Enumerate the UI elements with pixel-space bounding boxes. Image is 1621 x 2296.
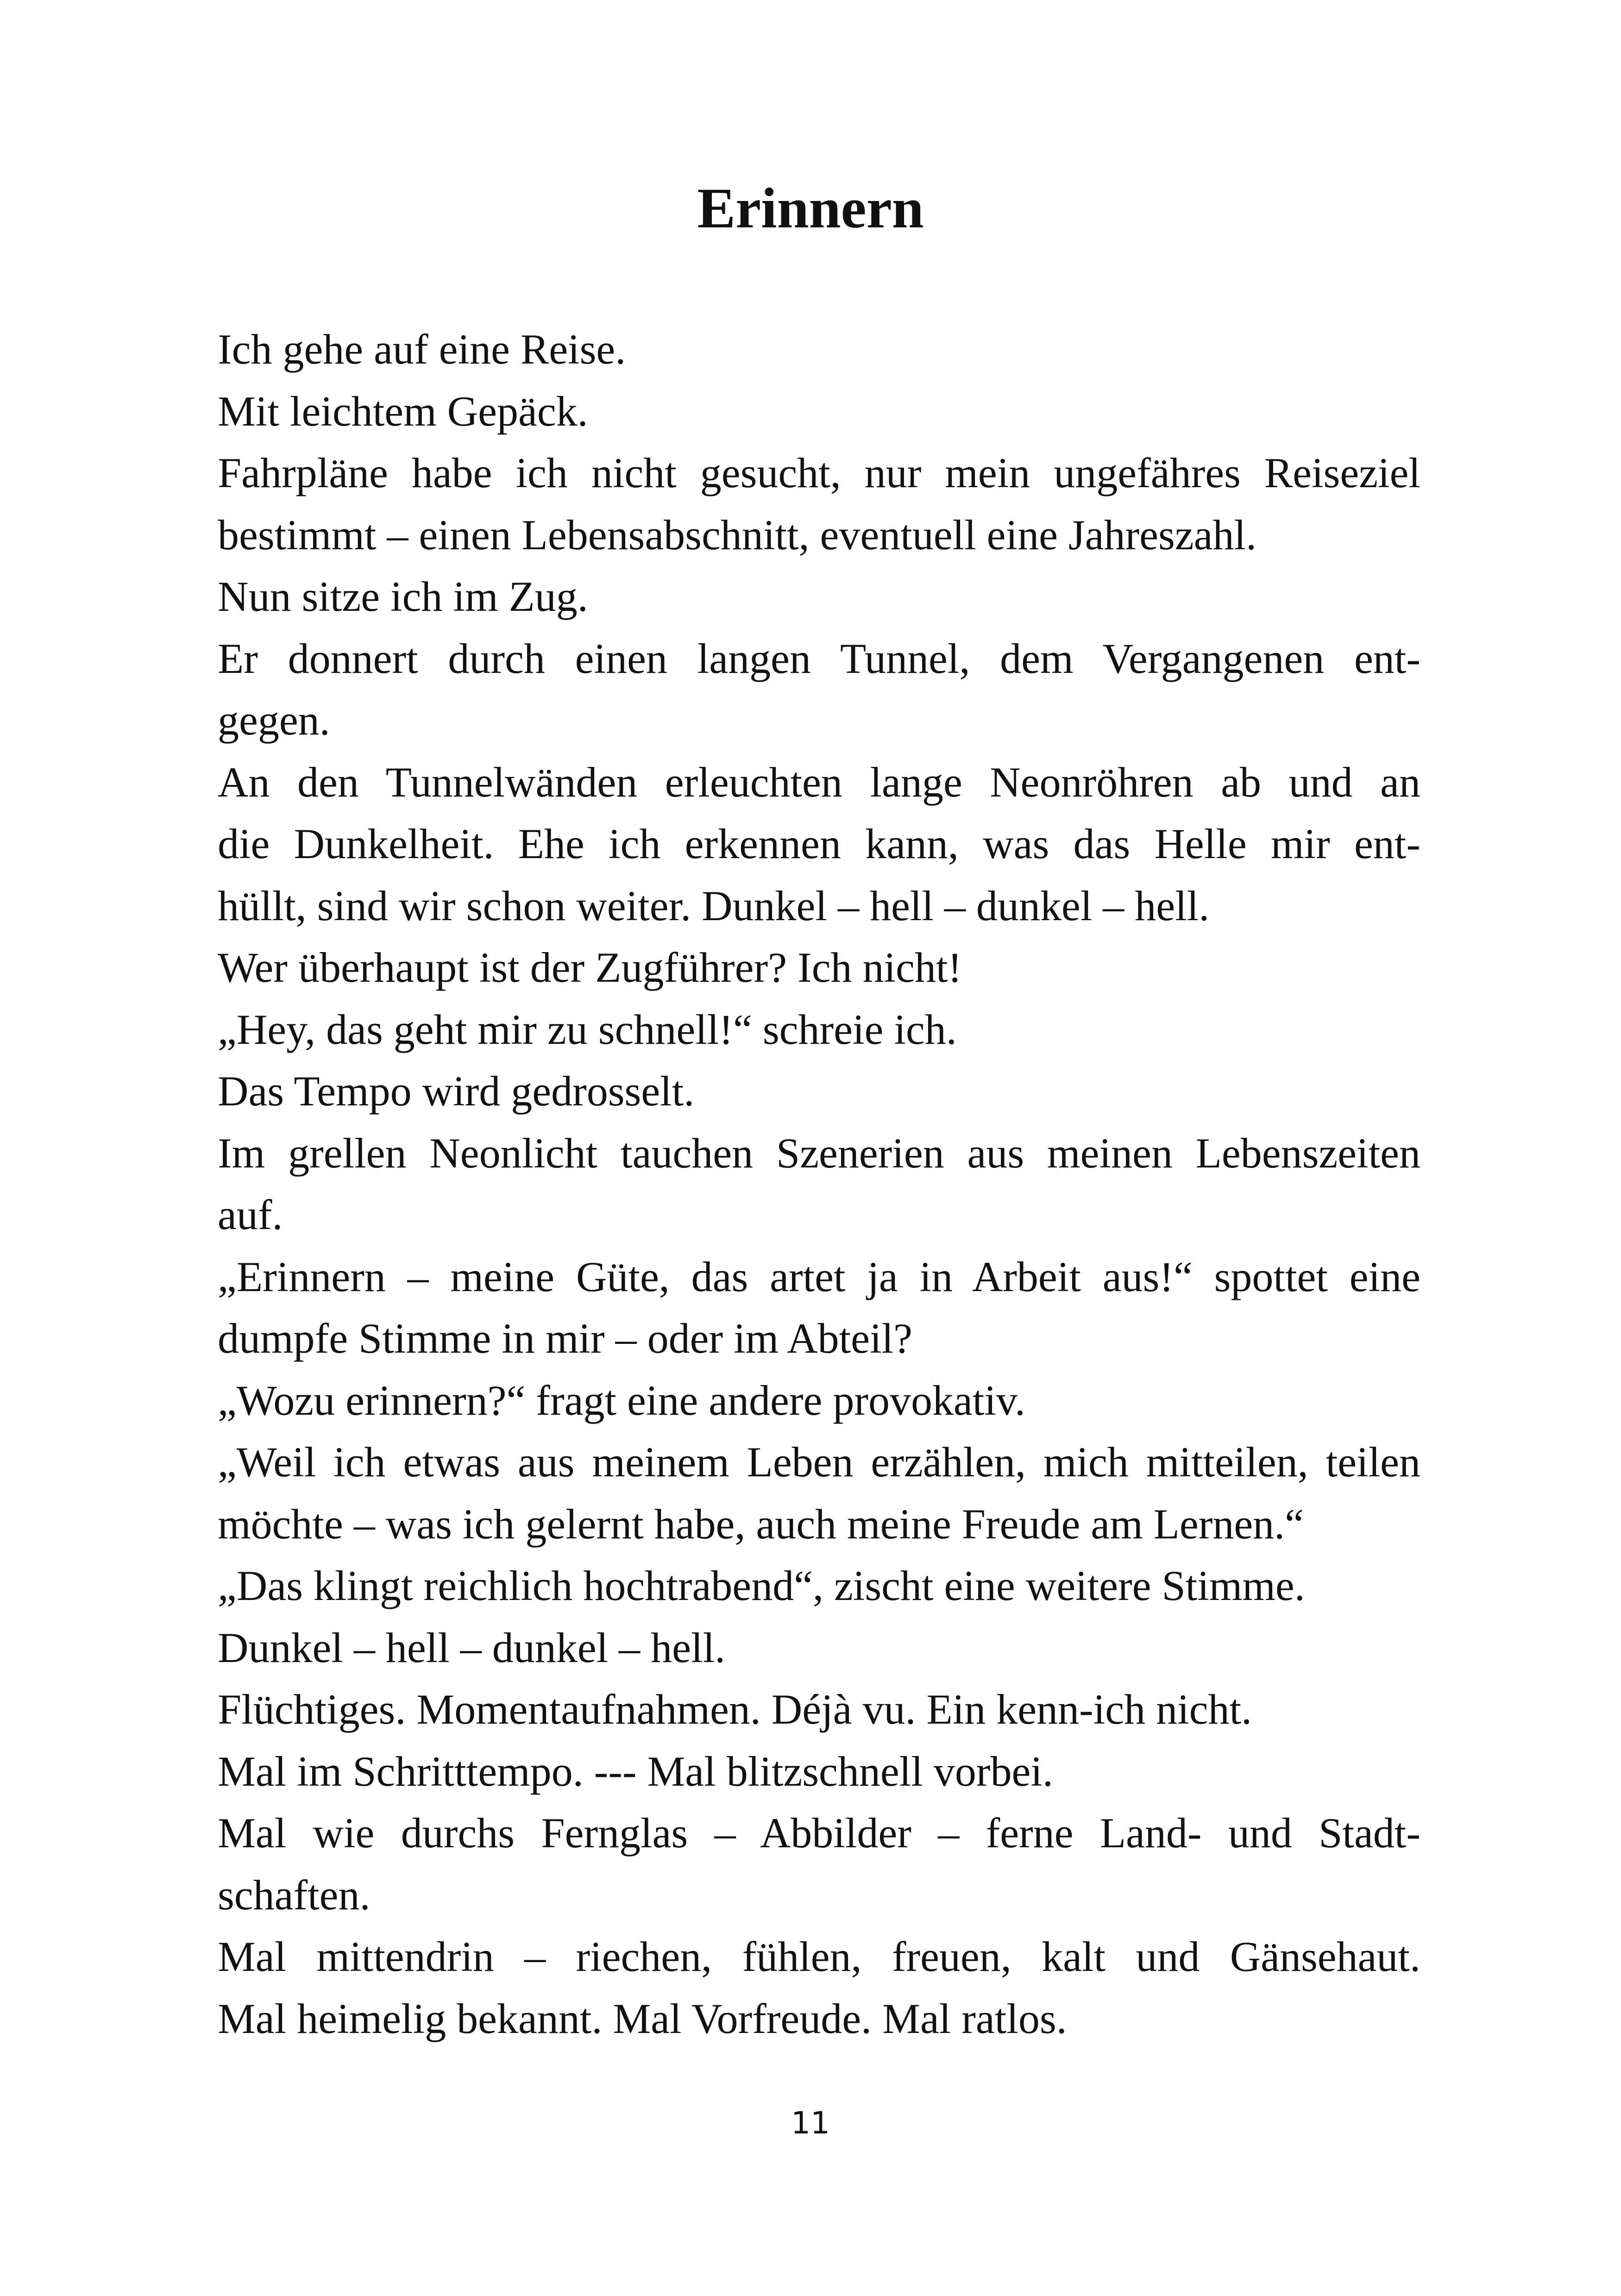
text-line: An den Tunnelwänden erleuchten lange Neonröhren ab und an [218,758,1420,806]
text-line: bestimmt – einen Lebensabschnitt, eventuell eine Jahreszahl. [218,511,1257,558]
body-text [218,319,1420,2050]
text-line: die Dunkelheit. Ehe ich erkennen kann, was das Helle mir ent- [218,820,1420,867]
chapter-title: Erinnern [697,176,924,240]
text-line: Mal heimelig bekannt. Mal Vorfreude. Mal ratlos. [218,1995,1067,2042]
text-line: Mal im Schritttempo. --- Mal blitzschnell vorbei. [218,1747,1053,1795]
text-line: Im grellen Neonlicht tauchen Szenerien aus meinen Lebenszeiten [218,1129,1420,1177]
text-line: gegen. [218,696,330,744]
text-line: Nun sitze ich im Zug. [218,573,588,620]
text-line: Flüchtiges. Momentaufnahmen. Déjà vu. Ein kenn-ich nicht. [218,1686,1252,1733]
text-line: schaften. [218,1871,371,1919]
text-line: Mal wie durchs Fernglas – Abbilder – ferne Land- und Stadt- [218,1809,1420,1857]
text-line: Wer überhaupt ist der Zugführer? Ich nicht! [218,944,962,991]
text-line: „Weil ich etwas aus meinem Leben erzählen, mich mitteilen, teilen [218,1438,1420,1486]
text-line: Ich gehe auf eine Reise. [218,326,626,373]
text-line: Er donnert durch einen langen Tunnel, dem Vergangenen ent- [218,634,1420,682]
text-line: möchte – was ich gelernt habe, auch meine Freude am Lernen.“ [218,1500,1304,1548]
text-line: Fahrpläne habe ich nicht gesucht, nur mein ungefähres Reiseziel [218,449,1420,496]
text-line: Das Tempo wird gedrosselt. [218,1067,695,1115]
text-line: „Hey, das geht mir zu schnell!“ schreie ich. [218,1005,957,1053]
text-line: auf. [218,1191,283,1238]
text-line: „Wozu erinnern?“ fragt eine andere provokativ. [218,1376,1025,1424]
text-line: Mal mittendrin – riechen, fühlen, freuen, kalt und Gänsehaut. [218,1933,1420,1980]
text-line: „Das klingt reichlich hochtrabend“, zischt eine weitere Stimme. [218,1562,1305,1609]
text-line: dumpfe Stimme in mir – oder im Abteil? [218,1315,912,1362]
text-line: „Erinnern – meine Güte, das artet ja in Arbeit aus!“ spottet eine [218,1253,1420,1300]
page-number: 11 [791,2105,830,2141]
text-line: hüllt, sind wir schon weiter. Dunkel – hell – dunkel – hell. [218,882,1210,929]
text-line: Dunkel – hell – dunkel – hell. [218,1624,726,1671]
text-line: Mit leichtem Gepäck. [218,387,588,435]
